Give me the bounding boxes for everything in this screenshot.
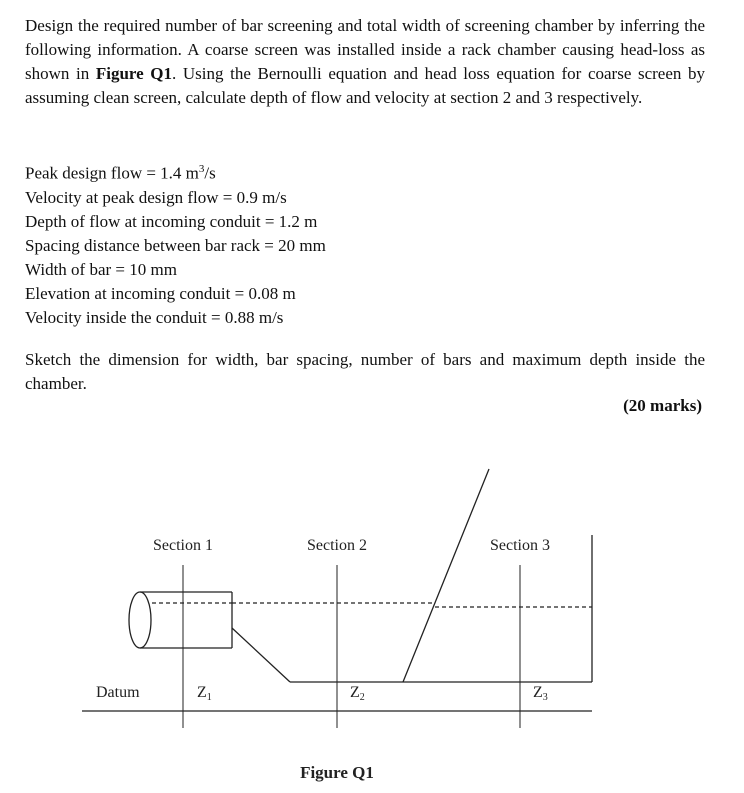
question-text-1: Design the required number of bar screening and total width of screening chamber by inferring the following information. A coarse screen was installed inside a rack chamber causing head-loss as shown in	[25, 16, 705, 83]
marks-label: (20 marks)	[623, 396, 702, 415]
given-depth-flow: Depth of flow at incoming conduit = 1.2 m	[25, 211, 318, 231]
given-peak-flow: Peak design flow = 1.4 $m^3/s$	[25, 163, 216, 183]
question-text-2: . Using the Bernoulli equation and head loss equation for coarse screen by assuming clean screen, calculate depth of flow and velocity at section 2 and 3 respectively.	[25, 64, 705, 107]
z3-label: Z3	[533, 684, 548, 703]
section2-label: Section 2	[307, 537, 367, 554]
z1-label: Z1	[197, 684, 212, 703]
sketch-instruction: Sketch the dimension for width, bar spacing, number of bars and maximum depth inside the chamber.	[25, 350, 705, 393]
given-velocity-peak: Velocity at peak design flow = 0.9 m/s	[25, 187, 287, 207]
given-bar-spacing: Spacing distance between bar rack = 20 mm	[25, 235, 326, 255]
section1-label: Section 1	[153, 537, 213, 554]
given-bar-width: Width of bar = 10 mm	[25, 259, 177, 279]
figure-caption: Figure Q1	[300, 763, 374, 782]
section3-label: Section 3	[490, 537, 550, 554]
datum-label: Datum	[96, 684, 140, 701]
given-conduit-velocity: Velocity inside the conduit = 0.88 m/s	[25, 307, 284, 327]
figure-reference: Figure Q1	[95, 64, 173, 83]
bar-rack	[403, 469, 489, 682]
conduit-end-ellipse	[129, 592, 151, 648]
transition-floor	[232, 628, 290, 682]
z2-label: Z2	[350, 684, 365, 703]
given-elevation: Elevation at incoming conduit = 0.08 m	[25, 283, 296, 303]
